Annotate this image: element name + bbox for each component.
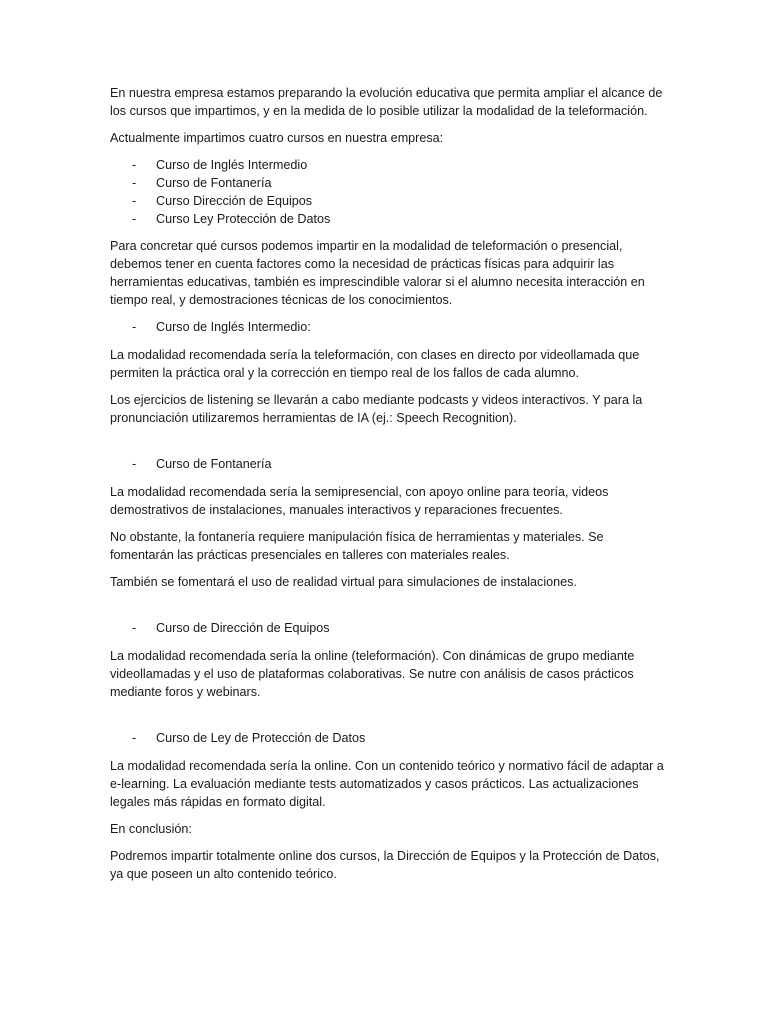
dash-bullet: - <box>132 621 137 635</box>
conclusion-label: En conclusión: <box>110 822 192 836</box>
dash-bullet: - <box>132 457 137 471</box>
list-item: - Curso de Inglés Intermedio <box>132 158 308 172</box>
context-paragraph: Para concretar qué cursos podemos impartir en la modalidad de teleformación o presencial, debemos tener en cuenta factores como la necesidad de prácticas físicas para adquirir las herramientas educativas, también es imprescindible valorar si el alumno necesita interacción en tiempo real, y demostraciones técnicas de los conocimientos. <box>110 239 645 307</box>
section-heading-proteccion: - Curso de Ley de Protección de Datos <box>132 731 366 745</box>
dash-bullet: - <box>132 194 137 208</box>
document-page <box>110 84 670 892</box>
conclusion-paragraph: Podremos impartir totalmente online dos cursos, la Dirección de Equipos y la Protección de Datos, ya que poseen un alto contenido teórico. <box>110 849 660 881</box>
section-heading-direccion: - Curso de Dirección de Equipos <box>132 621 330 635</box>
fontaneria-paragraph-2: No obstante, la fontanería requiere manipulación física de herramientas y materiales. Se fomentarán las prácticas presenciales en talleres con materiales reales. <box>110 530 604 562</box>
fontaneria-paragraph-3: También se fomentará el uso de realidad virtual para simulaciones de instalaciones. <box>110 575 577 589</box>
dash-bullet: - <box>132 212 137 226</box>
direccion-paragraph-1: La modalidad recomendada sería la online (teleformación). Con dinámicas de grupo mediante videollamadas y el uso de plataformas colaborativas. Se nutre con análisis de casos prácticos mediante foros y webinars. <box>110 649 635 699</box>
course-list <box>110 156 670 228</box>
dash-bullet: - <box>132 731 137 745</box>
list-item: - Curso de Fontanería <box>132 176 272 190</box>
ingles-paragraph-1: La modalidad recomendada sería la teleformación, con clases en directo por videollamada que permiten la práctica oral y la corrección en tiempo real de los fallos de cada alumno. <box>110 348 640 380</box>
intro-paragraph: En nuestra empresa estamos preparando la evolución educativa que permita ampliar el alcance de los cursos que impartimos, y en la medida de lo posible utilizar la modalidad de la teleformación. <box>110 86 663 118</box>
section-heading-ingles: - Curso de Inglés Intermedio: <box>132 320 311 334</box>
proteccion-paragraph-1: La modalidad recomendada sería la online. Con un contenido teórico y normativo fácil de adaptar a e-learning. La evaluación mediante tests automatizados y casos prácticos. Las actualizaciones legales más rápidas en formato digital. <box>110 759 664 809</box>
dash-bullet: - <box>132 320 137 334</box>
section-heading-fontaneria: - Curso de Fontanería <box>132 457 272 471</box>
list-item: - Curso Ley Protección de Datos <box>132 212 331 226</box>
fontaneria-paragraph-1: La modalidad recomendada sería la semipresencial, con apoyo online para teoría, videos demostrativos de instalaciones, manuales interactivos y reparaciones frecuentes. <box>110 485 609 517</box>
intro-list-lead: Actualmente impartimos cuatro cursos en nuestra empresa: <box>110 131 444 145</box>
dash-bullet: - <box>132 158 137 172</box>
list-item: - Curso Dirección de Equipos <box>132 194 313 208</box>
dash-bullet: - <box>132 176 137 190</box>
ingles-paragraph-2: Los ejercicios de listening se llevarán a cabo mediante podcasts y videos interactivos. Y para la pronunciación utilizaremos herramientas de IA (ej.: Speech Recognition). <box>110 393 643 425</box>
